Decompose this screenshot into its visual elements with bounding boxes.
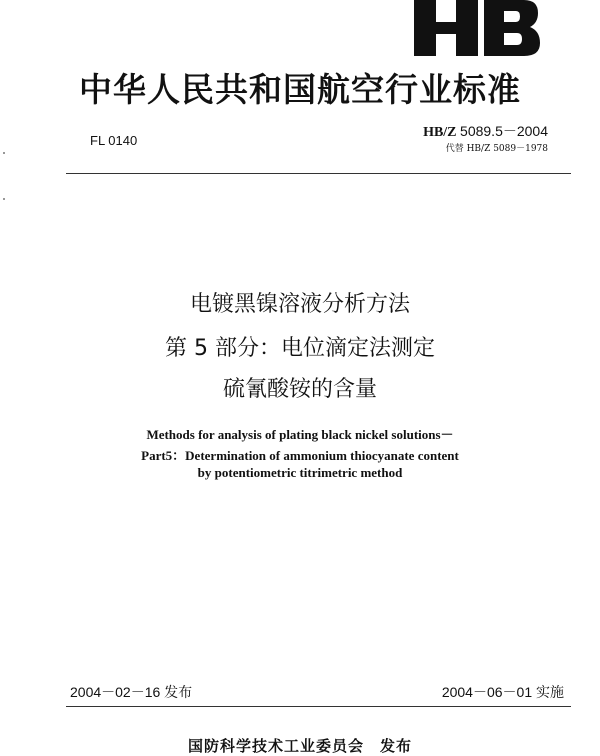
title-en-line-2: Part5：Determination of ammonium thiocyanate content: [141, 448, 459, 463]
header-divider: [66, 173, 571, 174]
title-cn-line-2: 第 5 部分：电位滴定法测定: [165, 336, 435, 361]
footer-divider: [66, 706, 571, 707]
hb-logo: [412, 0, 540, 58]
standard-number: [423, 121, 548, 141]
scan-mark: [3, 152, 5, 154]
scan-mark: [3, 198, 5, 200]
title-cn-line-3: 硫氰酸铵的含量: [222, 377, 377, 402]
standard-category-title: 中华人民共和国航空行业标准: [79, 70, 521, 109]
standard-number-value: 5089.5－2004: [460, 123, 548, 139]
replaces-standard: 代替 HB/Z 5089－1978: [445, 144, 548, 154]
issue-date: 2004－02－16 发布: [70, 684, 193, 700]
implementation-date: 2004－06－01 实施: [441, 684, 564, 700]
title-en-line-3: by potentiometric titrimetric method: [197, 465, 403, 480]
standard-number-prefix: HB/Z: [423, 125, 457, 140]
title-cn-line-1: 电镀黑镍溶液分析方法: [189, 292, 410, 317]
logo-b: [484, 0, 540, 56]
logo-h-bar: [414, 22, 478, 34]
title-en-line-1: Methods for analysis of plating black nickel solutions－: [146, 427, 454, 442]
issuing-authority: 国防科学技术工业委员会 发布: [187, 737, 412, 755]
classification-code: FL 0140: [90, 133, 138, 148]
